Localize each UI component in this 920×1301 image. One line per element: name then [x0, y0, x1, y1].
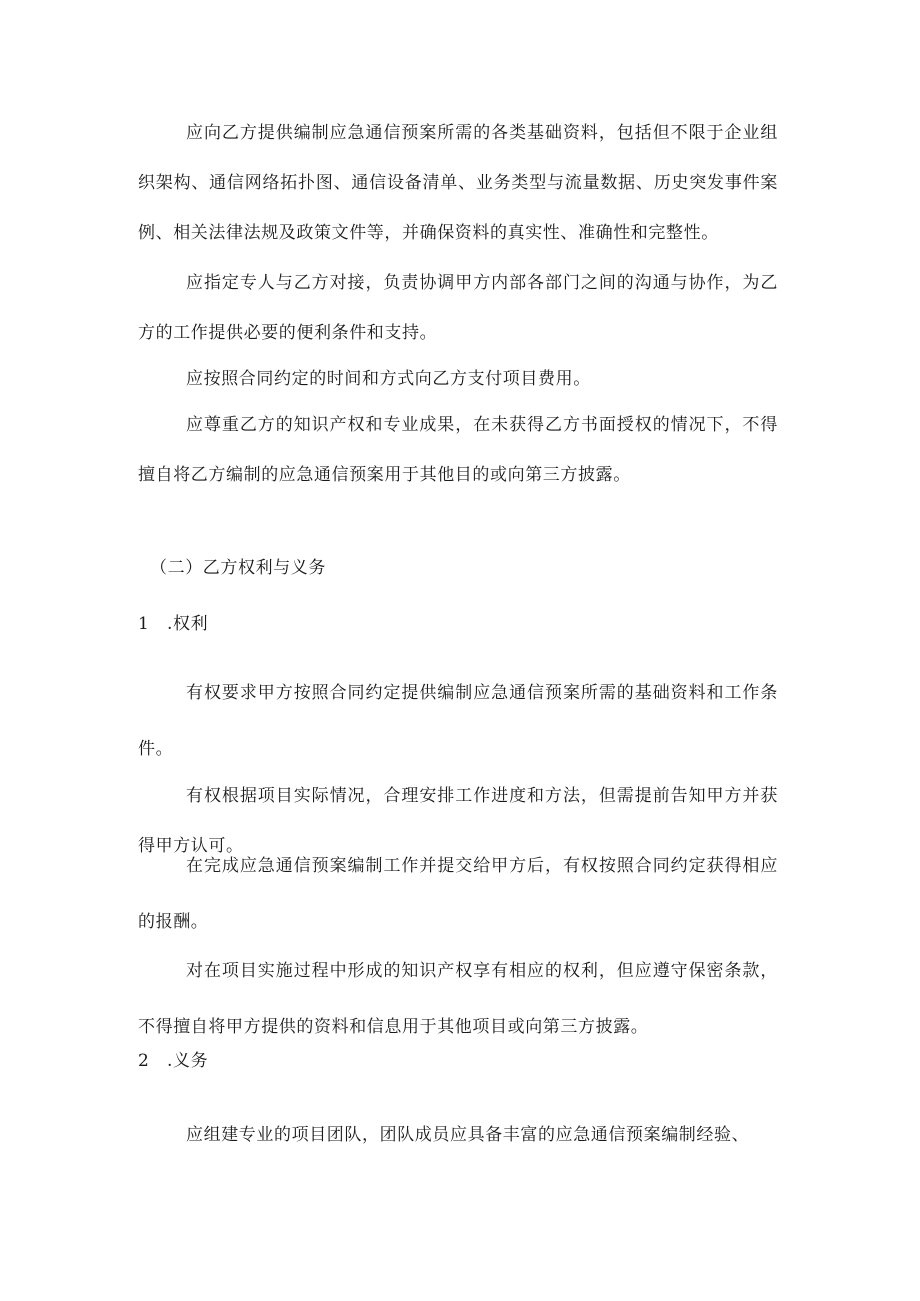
paragraph-right-payment: 在完成应急通信预案编制工作并提交给甲方后，有权按照合同约定获得相应的报酬。	[138, 856, 778, 932]
paragraph-party-a-materials: 应向乙方提供编制应急通信预案所需的各类基础资料，包括但不限于企业组织架构、通信网络拓扑图、通信设备清单、业务类型与流量数据、历史突发事件案例、相关法律法规及政策文件等，并确保资料的真实性、准确性和完整性。	[138, 123, 778, 243]
paragraph-party-a-payment: 应按照合同约定的时间和方式向乙方支付项目费用。	[186, 369, 591, 389]
paragraph-party-a-contact: 应指定专人与乙方对接，负责协调甲方内部各部门之间的沟通与协作，为乙方的工作提供必要的便利条件和支持。	[138, 273, 778, 343]
paragraph-party-a-ip: 应尊重乙方的知识产权和专业成果，在未获得乙方书面授权的情况下，不得擅自将乙方编制的应急通信预案用于其他目的或向第三方披露。	[138, 415, 778, 485]
paragraph-right-materials: 有权要求甲方按照合同约定提供编制应急通信预案所需的基础资料和工作条件。	[138, 683, 778, 759]
section-title-party-b: （二）乙方权利与义务	[150, 558, 326, 578]
heading-rights: 1 .权利	[138, 614, 209, 634]
paragraph-right-ip: 对在项目实施过程中形成的知识产权享有相应的权利，但应遵守保密条款，不得擅自将甲方提供的资料和信息用于其他项目或向第三方披露。	[138, 961, 778, 1037]
heading-duties: 2 .义务	[138, 1051, 209, 1071]
paragraph-duty-team: 应组建专业的项目团队，团队成员应具备丰富的应急通信预案编制经验、	[186, 1125, 750, 1145]
paragraph-right-schedule: 有权根据项目实际情况，合理安排工作进度和方法，但需提前告知甲方并获得甲方认可。	[138, 786, 778, 856]
